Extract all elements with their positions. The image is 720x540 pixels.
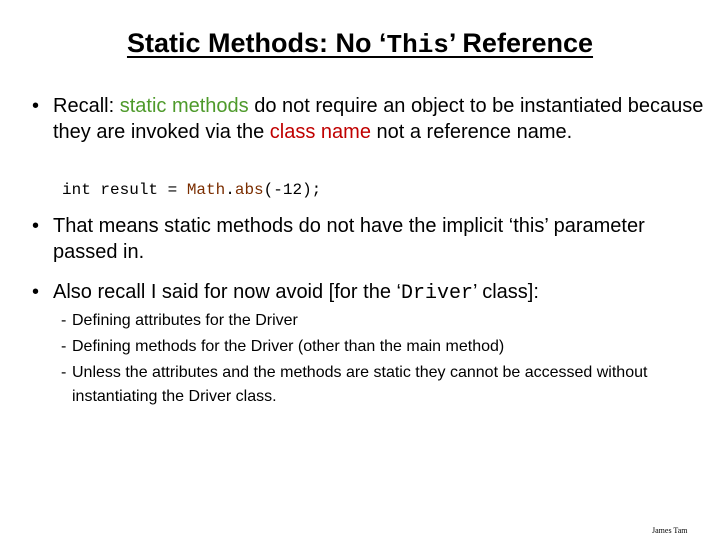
code-keyword-math: Math [186, 181, 226, 199]
bullet-no-this [32, 213, 713, 265]
bullet-text: do not require an object to be instantiated because they are invoked via the [53, 95, 704, 143]
code-driver: Driver [400, 282, 473, 305]
sub-bullet-text: Defining methods for the Driver (other than the main method) [72, 338, 505, 355]
bullet-avoid-driver [32, 279, 713, 307]
sub-bullet-marker: - [61, 364, 67, 381]
title-code-this: This [386, 30, 449, 60]
sub-bullet-text: Unless the attributes and the methods are static they cannot be accessed without instantiating the Driver class. [72, 364, 648, 405]
bullet-text: That means static methods do not have the implicit ‘this’ parameter passed in. [53, 215, 645, 263]
sub-bullet-static-access [61, 361, 692, 409]
sub-bullet-methods [61, 335, 692, 359]
bullet-text: Also recall I said for now avoid [for the ‘ [53, 281, 401, 303]
sub-bullet-text: Defining attributes for the Driver [72, 312, 298, 329]
bullet-marker: • [32, 95, 40, 117]
highlight-static-methods: static methods [119, 95, 249, 117]
bullet-marker: • [32, 281, 40, 303]
title-text-after: ’ Reference [448, 28, 594, 58]
slide-title-text [127, 28, 593, 58]
code-part: . [225, 181, 235, 199]
sub-bullet-marker: - [61, 338, 67, 355]
slide-title [0, 28, 720, 60]
code-example [62, 179, 321, 201]
bullet-recall [32, 93, 713, 145]
bullet-text: Recall: [53, 95, 120, 117]
bullet-marker: • [32, 215, 40, 237]
highlight-class-name: class name [269, 121, 371, 143]
bullet-text: ’ class]: [472, 281, 539, 303]
title-text-before: Static Methods: No ‘ [126, 28, 387, 58]
sub-bullet-marker: - [61, 312, 67, 329]
sub-bullet-attributes [61, 309, 692, 333]
code-keyword-abs: abs [234, 181, 264, 199]
bullet-text: not a reference name. [370, 121, 573, 143]
code-part: (-12); [263, 181, 322, 199]
footer-author: James Tam [652, 526, 688, 535]
code-part: int result = [62, 181, 187, 199]
